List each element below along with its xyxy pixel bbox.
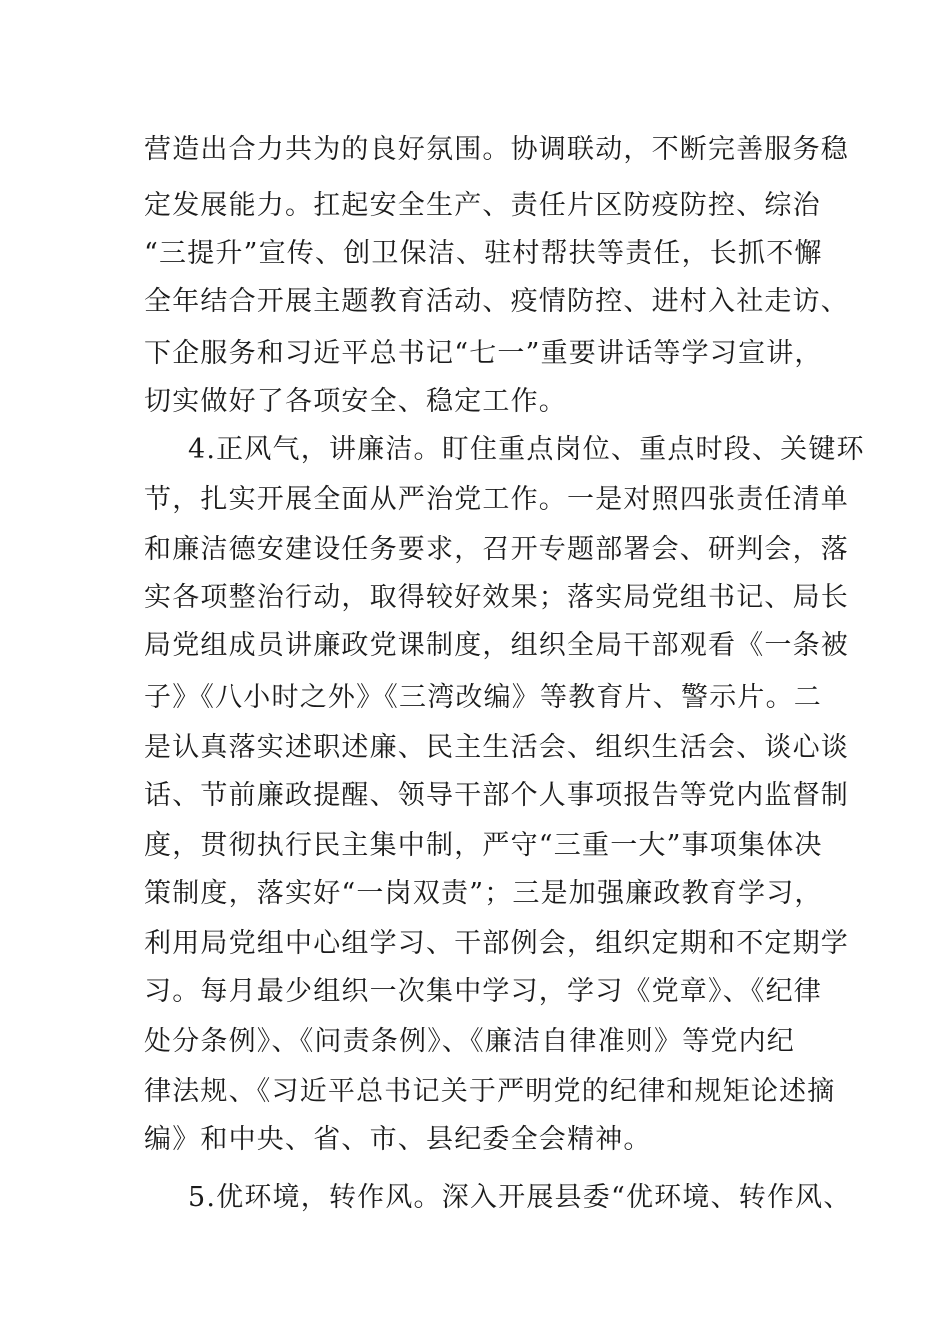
text-line: 实各项整治行动，取得较好效果；落实局党组书记、局长 — [144, 582, 849, 613]
text-line: 和廉洁德安建设任务要求，召开专题部署会、研判会，落 — [144, 534, 849, 565]
text-line: 子》《八小时之外》《三湾改编》等教育片、警示片。二 — [144, 682, 822, 713]
text-line: 策制度，落实好“一岗双责”；三是加强廉政教育学习， — [144, 878, 823, 909]
text-line: 利用局党组中心组学习、干部例会，组织定期和不定期学 — [144, 928, 849, 959]
text-line: 全年结合开展主题教育活动、疫情防控、进村入社走访、 — [144, 286, 849, 317]
text-line: 是认真落实述职述廉、民主生活会、组织生活会、谈心谈 — [144, 732, 849, 763]
text-line: 处分条例》、《问责条例》、《廉洁自律准则》等党内纪 — [144, 1026, 795, 1057]
text-line: 律法规、《习近平总书记关于严明党的纪律和规矩论述摘 — [144, 1076, 836, 1107]
text-line: 定发展能力。扛起安全生产、责任片区防疫防控、综治 — [144, 190, 821, 221]
paragraph-4-first-line: 4.正风气，讲廉洁。盯住重点岗位、重点时段、关键环 — [188, 434, 865, 465]
text-line: 切实做好了各项安全、稳定工作。 — [144, 386, 567, 417]
paragraph-5-first-line: 5.优环境，转作风。深入开展县委“优环境、转作风、 — [188, 1182, 852, 1213]
text-line: “三提升”宣传、创卫保洁、驻村帮扶等责任，长抓不懈 — [144, 238, 823, 269]
text-line: 下企服务和习近平总书记“七一”重要讲话等学习宣讲， — [144, 338, 823, 369]
text-line: 度，贯彻执行民主集中制，严守“三重一大”事项集体决 — [144, 830, 823, 861]
text-line: 营造出合力共为的良好氛围。协调联动，不断完善服务稳 — [144, 134, 849, 165]
text-line: 习。每月最少组织一次集中学习，学习《党章》、《纪律 — [144, 976, 822, 1007]
text-line: 编》和中央、省、市、县纪委全会精神。 — [144, 1124, 652, 1155]
text-line: 话、节前廉政提醒、领导干部个人事项报告等党内监督制 — [144, 780, 849, 811]
text-line: 局党组成员讲廉政党课制度，组织全局干部观看《一条被 — [144, 630, 849, 661]
text-line: 节，扎实开展全面从严治党工作。一是对照四张责任清单 — [144, 484, 849, 515]
